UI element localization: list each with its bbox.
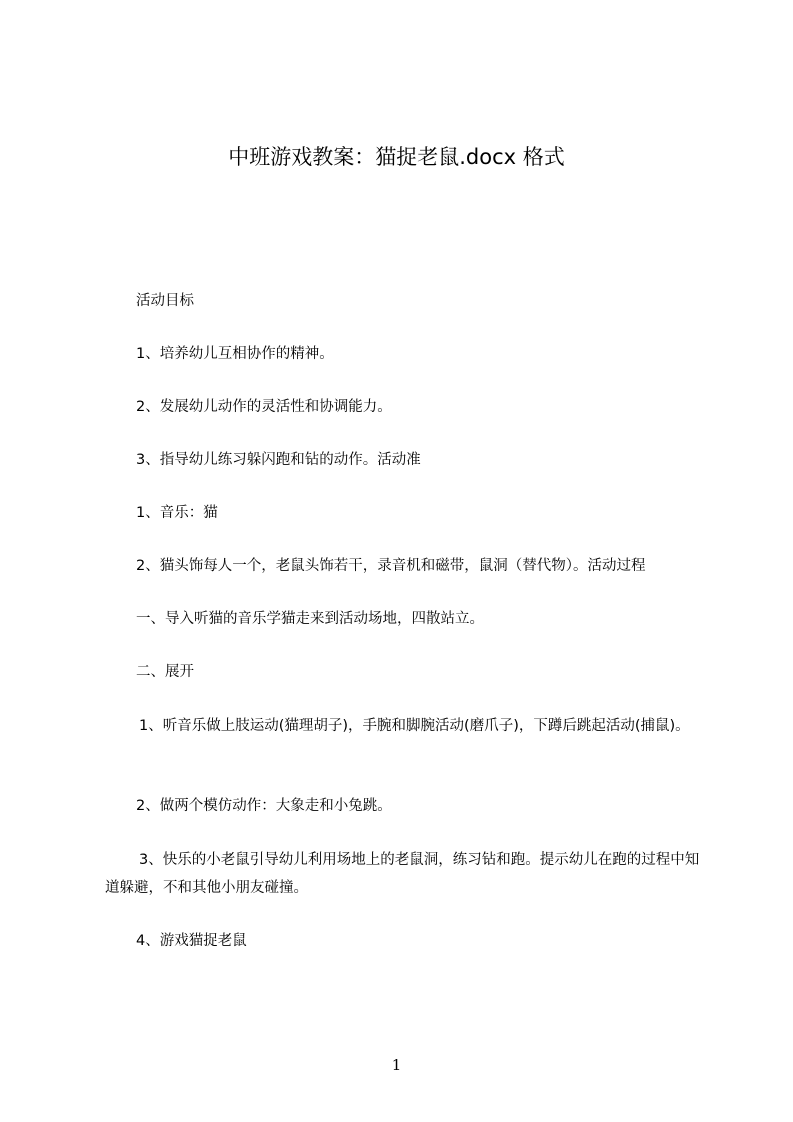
paragraph-step-expand: 二、展开	[136, 664, 194, 680]
document-title: 中班游戏教案：猫捉老鼠.docx 格式	[228, 145, 565, 169]
paragraph-goal-3: 3、指导幼儿练习躲闪跑和钻的动作。活动准	[136, 452, 421, 468]
paragraph-prep-1: 1、音乐：猫	[136, 505, 218, 521]
paragraph-step-intro: 一、导入听猫的音乐学猫走来到活动场地，四散站立。	[136, 611, 484, 627]
paragraph-activity-goal: 活动目标	[136, 293, 194, 309]
paragraph-goal-1: 1、培养幼儿互相协作的精神。	[136, 346, 334, 362]
page-number: 1	[391, 1056, 402, 1074]
paragraph-expand-1: 1、听音乐做上肢运动(猫理胡子)，手腕和脚腕活动(磨爪子)，下蹲后跳起活动(捕鼠)。	[139, 718, 690, 734]
paragraph-prep-2: 2、猫头饰每人一个，老鼠头饰若干，录音机和磁带，鼠洞（替代物）。活动过程	[136, 558, 646, 574]
paragraph-goal-2: 2、发展幼儿动作的灵活性和协调能力。	[136, 399, 392, 415]
paragraph-expand-4: 4、游戏猫捉老鼠	[136, 933, 247, 949]
paragraph-expand-2: 2、做两个模仿动作：大象走和小兔跳。	[136, 798, 392, 814]
paragraph-expand-3: 3、快乐的小老鼠引导幼儿利用场地上的老鼠洞，练习钻和跑。提示幼儿在跑的过程中知道躲避，不和其他小朋友碰撞。	[105, 852, 700, 896]
